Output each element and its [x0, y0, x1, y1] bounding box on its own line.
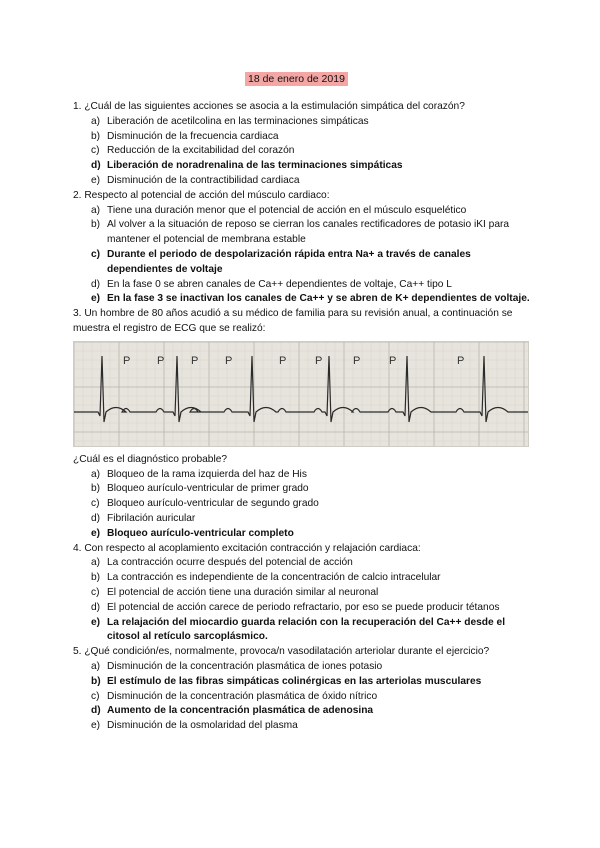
q4-option-e: [73, 616, 533, 646]
q3-option-c: [73, 497, 533, 512]
option-letter: e): [91, 720, 101, 732]
ecg-p-wave-label: P: [157, 354, 165, 367]
q5-option-b: [73, 675, 533, 690]
option-text: Fibrilación auricular: [107, 512, 196, 524]
option-letter: c): [91, 248, 101, 260]
option-text: La contracción ocurre después del potencial de acción: [107, 557, 353, 569]
option-text: Tiene una duración menor que el potencial de acción en el músculo esquelético: [107, 204, 467, 216]
option-text: Disminución de la concentración plasmática de iones potasio: [107, 660, 383, 672]
q5-option-a: [73, 660, 533, 675]
question-3: 3. Un hombre de 80 años acudió a su médico de familia para su revisión anual, a continuación se muestra el registro de ECG que se realizó:: [73, 308, 513, 334]
question-4: 4. Con respecto al acoplamiento excitación contracción y relajación cardiaca:: [73, 542, 421, 554]
option-letter: b): [91, 675, 101, 687]
ecg-strip-image: [73, 341, 529, 447]
option-text: El estímulo de las fibras simpáticas colinérgicas en las arteriolas musculares: [107, 675, 482, 687]
option-text: Durante el periodo de despolarización rápida entra Na+ a través de canales dependientes de voltaje: [107, 248, 471, 275]
option-letter: d): [91, 705, 101, 717]
q4-option-d: [73, 601, 533, 616]
option-text: Disminución de la frecuencia cardiaca: [107, 130, 279, 142]
q1-option-b: [73, 130, 533, 145]
option-text: En la fase 0 se abren canales de Ca++ dependientes de voltaje, Ca++ tipo L: [107, 278, 452, 290]
question-1-options: [73, 115, 533, 189]
ecg-trace: [74, 342, 528, 446]
question-2: 2. Respecto al potencial de acción del músculo cardiaco:: [73, 189, 330, 201]
option-text: Aumento de la concentración plasmática de adenosina: [107, 705, 374, 717]
exam-date: 18 de enero de 2019: [245, 72, 348, 86]
option-letter: c): [91, 498, 100, 510]
question-3-followup: ¿Cuál es el diagnóstico probable?: [73, 453, 228, 465]
option-letter: e): [91, 527, 101, 539]
option-letter: b): [91, 572, 101, 584]
option-text: Disminución de la concentración plasmática de óxido nítrico: [107, 690, 378, 702]
option-text: Disminución de la contractibilidad cardiaca: [107, 174, 300, 186]
q2-option-c: [73, 248, 533, 278]
q2-option-d: [73, 278, 533, 293]
question-2-options: [73, 204, 533, 308]
q2-option-b: [73, 218, 533, 248]
option-text: Bloqueo aurículo-ventricular completo: [107, 527, 294, 539]
q5-option-c: [73, 690, 533, 705]
q1-option-a: [73, 115, 533, 130]
q1-option-e: [73, 174, 533, 189]
question-list: [73, 100, 533, 734]
q3-option-d: [73, 512, 533, 527]
option-letter: b): [91, 219, 101, 231]
q2-option-e: [73, 292, 533, 307]
option-letter: a): [91, 468, 101, 480]
option-letter: d): [91, 601, 101, 613]
option-letter: a): [91, 115, 101, 127]
option-letter: c): [91, 690, 100, 702]
ecg-p-wave-label: P: [191, 354, 199, 367]
option-letter: a): [91, 660, 101, 672]
option-letter: b): [91, 130, 101, 142]
option-letter: c): [91, 145, 100, 157]
question-5: 5. ¿Qué condición/es, normalmente, provoca/n vasodilatación arteriolar durante el ejercicio?: [73, 646, 490, 658]
option-text: La relajación del miocardio guarda relación con la recuperación del Ca++ desde el citosol al retículo sarcoplásmico.: [107, 616, 506, 643]
question-5-options: [73, 660, 533, 734]
ecg-p-wave-label: P: [279, 354, 287, 367]
q1-option-d: [73, 159, 533, 174]
option-letter: d): [91, 512, 101, 524]
question-3-options: [73, 468, 533, 542]
option-text: En la fase 3 se inactivan los canales de Ca++ y se abren de K+ dependientes de voltaje.: [107, 293, 530, 305]
q2-option-a: [73, 204, 533, 219]
option-text: La contracción es independiente de la concentración de calcio intracelular: [107, 572, 441, 584]
question-4-options: [73, 556, 533, 645]
ecg-p-wave-label: P: [123, 354, 131, 367]
question-1: 1. ¿Cuál de las siguientes acciones se asocia a la estimulación simpática del corazón?: [73, 101, 465, 112]
option-letter: a): [91, 204, 101, 216]
q4-option-b: [73, 571, 533, 586]
option-text: El potencial de acción tiene una duración similar al neuronal: [107, 586, 379, 598]
option-letter: e): [91, 293, 101, 305]
q4-option-a: [73, 556, 533, 571]
option-letter: a): [91, 557, 101, 569]
ecg-p-wave-label: P: [225, 354, 233, 367]
ecg-p-wave-label: P: [315, 354, 323, 367]
ecg-p-wave-label: P: [389, 354, 397, 367]
option-text: Liberación de noradrenalina de las terminaciones simpáticas: [107, 160, 403, 172]
option-text: El potencial de acción carece de periodo refractario, por eso se puede producir tétanos: [107, 601, 500, 613]
q5-option-d: [73, 704, 533, 719]
q3-option-b: [73, 482, 533, 497]
q4-option-c: [73, 586, 533, 601]
option-text: Bloqueo aurículo-ventricular de primer grado: [107, 483, 309, 495]
q5-option-e: [73, 719, 533, 734]
option-text: Reducción de la excitabilidad del corazón: [107, 145, 295, 157]
option-letter: e): [91, 174, 101, 186]
option-text: Bloqueo de la rama izquierda del haz de His: [107, 468, 307, 480]
option-letter: b): [91, 483, 101, 495]
option-letter: e): [91, 616, 101, 628]
option-text: Disminución de la osmolaridad del plasma: [107, 720, 298, 732]
q3-option-e: [73, 527, 533, 542]
ecg-p-wave-label: P: [457, 354, 465, 367]
option-letter: d): [91, 160, 101, 172]
option-text: Bloqueo aurículo-ventricular de segundo grado: [107, 498, 319, 510]
option-letter: d): [91, 278, 101, 290]
option-text: Al volver a la situación de reposo se cierran los canales rectificadores de potasio iKI para mantener el potencial de membrana estable: [107, 219, 510, 246]
option-text: Liberación de acetilcolina en las terminaciones simpáticas: [107, 115, 369, 127]
q1-option-c: [73, 144, 533, 159]
option-letter: c): [91, 586, 100, 598]
ecg-p-wave-label: P: [353, 354, 361, 367]
q3-option-a: [73, 468, 533, 483]
